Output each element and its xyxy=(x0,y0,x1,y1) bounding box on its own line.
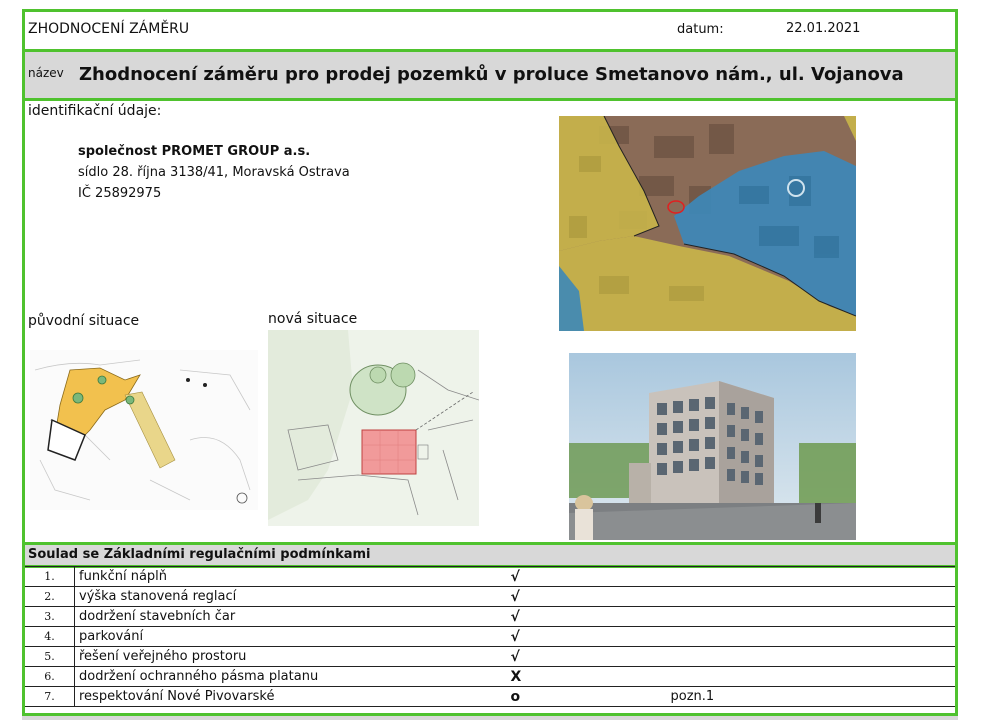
page-title: Zhodnocení záměru pro prodej pozemků v proluce Smetanovo nám., ul. Vojanova xyxy=(79,64,904,85)
criteria-number: 6. xyxy=(25,667,75,687)
criteria-label: řešení veřejného prostoru xyxy=(75,647,507,667)
compliance-heading: Soulad se Základními regulačními podmínkami xyxy=(28,547,371,562)
criteria-mark: √ xyxy=(507,607,667,627)
criteria-mark: √ xyxy=(507,647,667,667)
new-situation-svg xyxy=(268,330,479,526)
original-situation-svg xyxy=(30,350,258,510)
criteria-label: dodržení ochranného pásma platanu xyxy=(75,667,507,687)
criteria-number: 3. xyxy=(25,607,75,627)
left-frame-line xyxy=(22,566,25,720)
criteria-number: 2. xyxy=(25,587,75,607)
location-map xyxy=(559,116,856,331)
new-situation-plan xyxy=(268,330,479,526)
criteria-row xyxy=(25,587,956,607)
new-situation-label: nová situace xyxy=(268,311,358,327)
criteria-label: výška stanovená reglací xyxy=(75,587,507,607)
company-ico: IČ 25892975 xyxy=(78,186,162,201)
right-frame-line xyxy=(955,566,958,720)
criteria-row xyxy=(25,607,956,627)
criteria-label: funkční náplň xyxy=(75,567,507,587)
company-name: společnost PROMET GROUP a.s. xyxy=(78,144,311,159)
criteria-mark: o xyxy=(507,687,667,707)
criteria-row xyxy=(25,667,956,687)
date-label: datum: xyxy=(677,22,724,37)
criteria-note xyxy=(667,587,956,607)
location-map-svg xyxy=(559,116,856,331)
title-label: název xyxy=(28,66,64,80)
criteria-mark: √ xyxy=(507,627,667,647)
date-value: 22.01.2021 xyxy=(786,21,861,36)
criteria-note: pozn.1 xyxy=(667,687,956,707)
criteria-number: 5. xyxy=(25,647,75,667)
criteria-note xyxy=(667,567,956,587)
criteria-row xyxy=(25,687,956,707)
original-situation-plan xyxy=(30,350,258,510)
criteria-number: 1. xyxy=(25,567,75,587)
criteria-number: 4. xyxy=(25,627,75,647)
criteria-note xyxy=(667,607,956,627)
criteria-note xyxy=(667,627,956,647)
building-rendering xyxy=(569,353,856,540)
criteria-number: 7. xyxy=(25,687,75,707)
criteria-label: respektování Nové Pivovarské xyxy=(75,687,507,707)
building-rendering-svg xyxy=(569,353,856,540)
identification-label: identifikační údaje: xyxy=(28,103,162,119)
criteria-mark: √ xyxy=(507,587,667,607)
compliance-table xyxy=(24,566,956,707)
doc-type-label: ZHODNOCENÍ ZÁMĚRU xyxy=(28,21,190,37)
criteria-mark: √ xyxy=(507,567,667,587)
criteria-row xyxy=(25,647,956,667)
criteria-label: dodržení stavebních čar xyxy=(75,607,507,627)
criteria-note xyxy=(667,667,956,687)
original-situation-label: původní situace xyxy=(28,313,140,329)
criteria-note xyxy=(667,647,956,667)
criteria-label: parkování xyxy=(75,627,507,647)
criteria-row xyxy=(25,567,956,587)
company-address: sídlo 28. října 3138/41, Moravská Ostrava xyxy=(78,165,350,180)
criteria-mark: X xyxy=(507,667,667,687)
criteria-row xyxy=(25,627,956,647)
next-section-row xyxy=(22,716,958,720)
